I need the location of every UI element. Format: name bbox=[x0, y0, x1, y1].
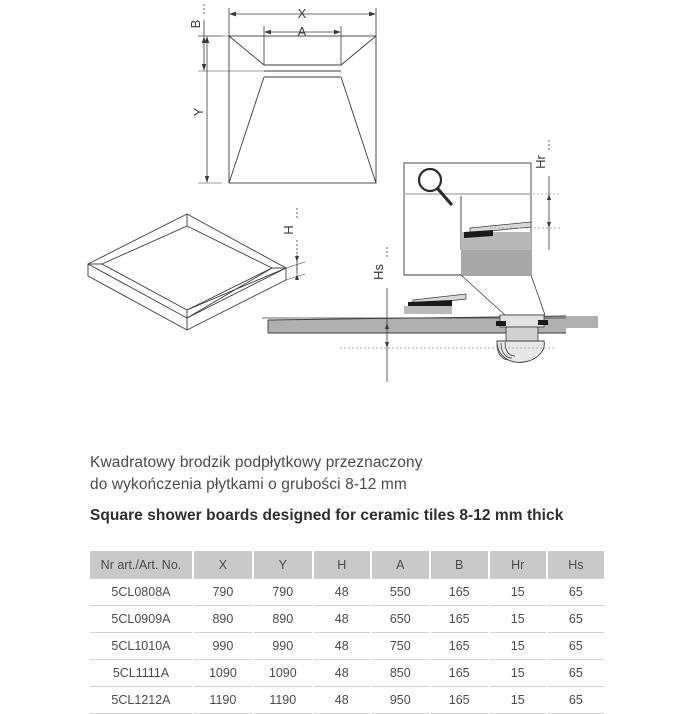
cell-b: 165 bbox=[431, 660, 488, 687]
isometric-view-drawing bbox=[88, 214, 286, 330]
table-header-art-no: Nr art./Art. No. bbox=[90, 551, 192, 578]
cell-a: 650 bbox=[372, 606, 429, 633]
dimension-label-x: X bbox=[297, 6, 307, 21]
section-seal-right bbox=[538, 320, 548, 325]
top-view-upper-slope bbox=[229, 36, 376, 65]
cell-art-no: 5CL0808A bbox=[90, 578, 192, 606]
iso-drain-slope-a bbox=[187, 268, 272, 318]
cell-hr: 15 bbox=[490, 606, 546, 633]
cell-b: 165 bbox=[431, 606, 488, 633]
top-view-outline bbox=[229, 36, 376, 183]
dimension-label-h: H bbox=[281, 225, 296, 235]
cell-art-no: 5CL1010A bbox=[90, 633, 192, 660]
cell-h: 48 bbox=[314, 606, 370, 633]
iso-top-face bbox=[88, 214, 286, 318]
dimension-label-hs: Hs bbox=[371, 264, 386, 280]
specification-table bbox=[88, 551, 606, 714]
table-header-x: X bbox=[194, 551, 252, 578]
cross-section-drawing bbox=[262, 275, 598, 362]
section-drain-flange bbox=[500, 315, 544, 327]
section-leader-right bbox=[531, 275, 545, 315]
cell-hs: 65 bbox=[548, 660, 604, 687]
dimension-label-hr: Hr bbox=[533, 155, 548, 169]
detail-board-mass bbox=[461, 250, 531, 275]
table-header-row bbox=[90, 551, 604, 578]
product-description bbox=[90, 452, 630, 526]
description-pl-line-1: Kwadratowy brodzik podpłytkowy przeznaczony bbox=[90, 454, 423, 471]
cell-y: 1190 bbox=[254, 687, 312, 714]
table-row bbox=[90, 633, 604, 660]
cell-h: 48 bbox=[314, 687, 370, 714]
top-view-right-slope bbox=[341, 77, 376, 183]
section-seal-left bbox=[496, 321, 506, 326]
cell-hs: 65 bbox=[548, 633, 604, 660]
cell-art-no: 5CL1212A bbox=[90, 687, 192, 714]
iso-left-thickness bbox=[88, 264, 187, 330]
cell-hr: 15 bbox=[490, 633, 546, 660]
table-row bbox=[90, 687, 604, 714]
cell-y: 990 bbox=[254, 633, 312, 660]
table-header-hs: Hs bbox=[548, 551, 604, 578]
table-header-h: H bbox=[314, 551, 370, 578]
cell-art-no: 5CL0909A bbox=[90, 606, 192, 633]
cell-a: 550 bbox=[372, 578, 429, 606]
cell-a: 750 bbox=[372, 633, 429, 660]
section-drain-body bbox=[506, 327, 538, 341]
cell-b: 165 bbox=[431, 578, 488, 606]
cell-x: 1190 bbox=[194, 687, 252, 714]
cell-h: 48 bbox=[314, 633, 370, 660]
cell-y: 790 bbox=[254, 578, 312, 606]
cell-hr: 15 bbox=[490, 660, 546, 687]
cell-b: 165 bbox=[431, 687, 488, 714]
cell-hr: 15 bbox=[490, 687, 546, 714]
section-slab-right-ext bbox=[566, 316, 598, 328]
dimension-label-y: Y bbox=[191, 107, 206, 117]
dimension-label-a: A bbox=[297, 24, 307, 39]
table-header-b: B bbox=[431, 551, 488, 578]
table-header-hr: Hr bbox=[490, 551, 546, 578]
iso-drain-slope-b bbox=[187, 268, 286, 310]
cell-y: 1090 bbox=[254, 660, 312, 687]
cell-y: 890 bbox=[254, 606, 312, 633]
cell-b: 165 bbox=[431, 633, 488, 660]
description-english: Square shower boards designed for ceramic tiles 8-12 mm thick bbox=[90, 507, 564, 524]
cell-x: 890 bbox=[194, 606, 252, 633]
table-row bbox=[90, 660, 604, 687]
description-polish bbox=[90, 452, 630, 496]
table-header-y: Y bbox=[254, 551, 312, 578]
table-header-a: A bbox=[372, 551, 429, 578]
cell-a: 850 bbox=[372, 660, 429, 687]
cell-h: 48 bbox=[314, 578, 370, 606]
cell-hs: 65 bbox=[548, 687, 604, 714]
top-view-drawing bbox=[229, 36, 376, 183]
cell-h: 48 bbox=[314, 660, 370, 687]
cell-x: 790 bbox=[194, 578, 252, 606]
detail-section-drawing bbox=[404, 163, 531, 314]
description-pl-line-2: do wykończenia płytkami o grubości 8-12 mm bbox=[90, 476, 407, 493]
cell-art-no: 5CL1111A bbox=[90, 660, 192, 687]
detail-lower-body bbox=[404, 306, 452, 314]
cell-x: 1090 bbox=[194, 660, 252, 687]
dimension-label-b: B bbox=[188, 19, 203, 29]
cell-hr: 15 bbox=[490, 578, 546, 606]
cell-x: 990 bbox=[194, 633, 252, 660]
cell-a: 950 bbox=[372, 687, 429, 714]
dimension-h bbox=[286, 208, 305, 280]
top-view-left-slope bbox=[229, 77, 264, 183]
table-row bbox=[90, 606, 604, 633]
cell-hs: 65 bbox=[548, 606, 604, 633]
section-leader-left bbox=[461, 275, 505, 315]
table-row bbox=[90, 578, 604, 606]
cell-hs: 65 bbox=[548, 578, 604, 606]
